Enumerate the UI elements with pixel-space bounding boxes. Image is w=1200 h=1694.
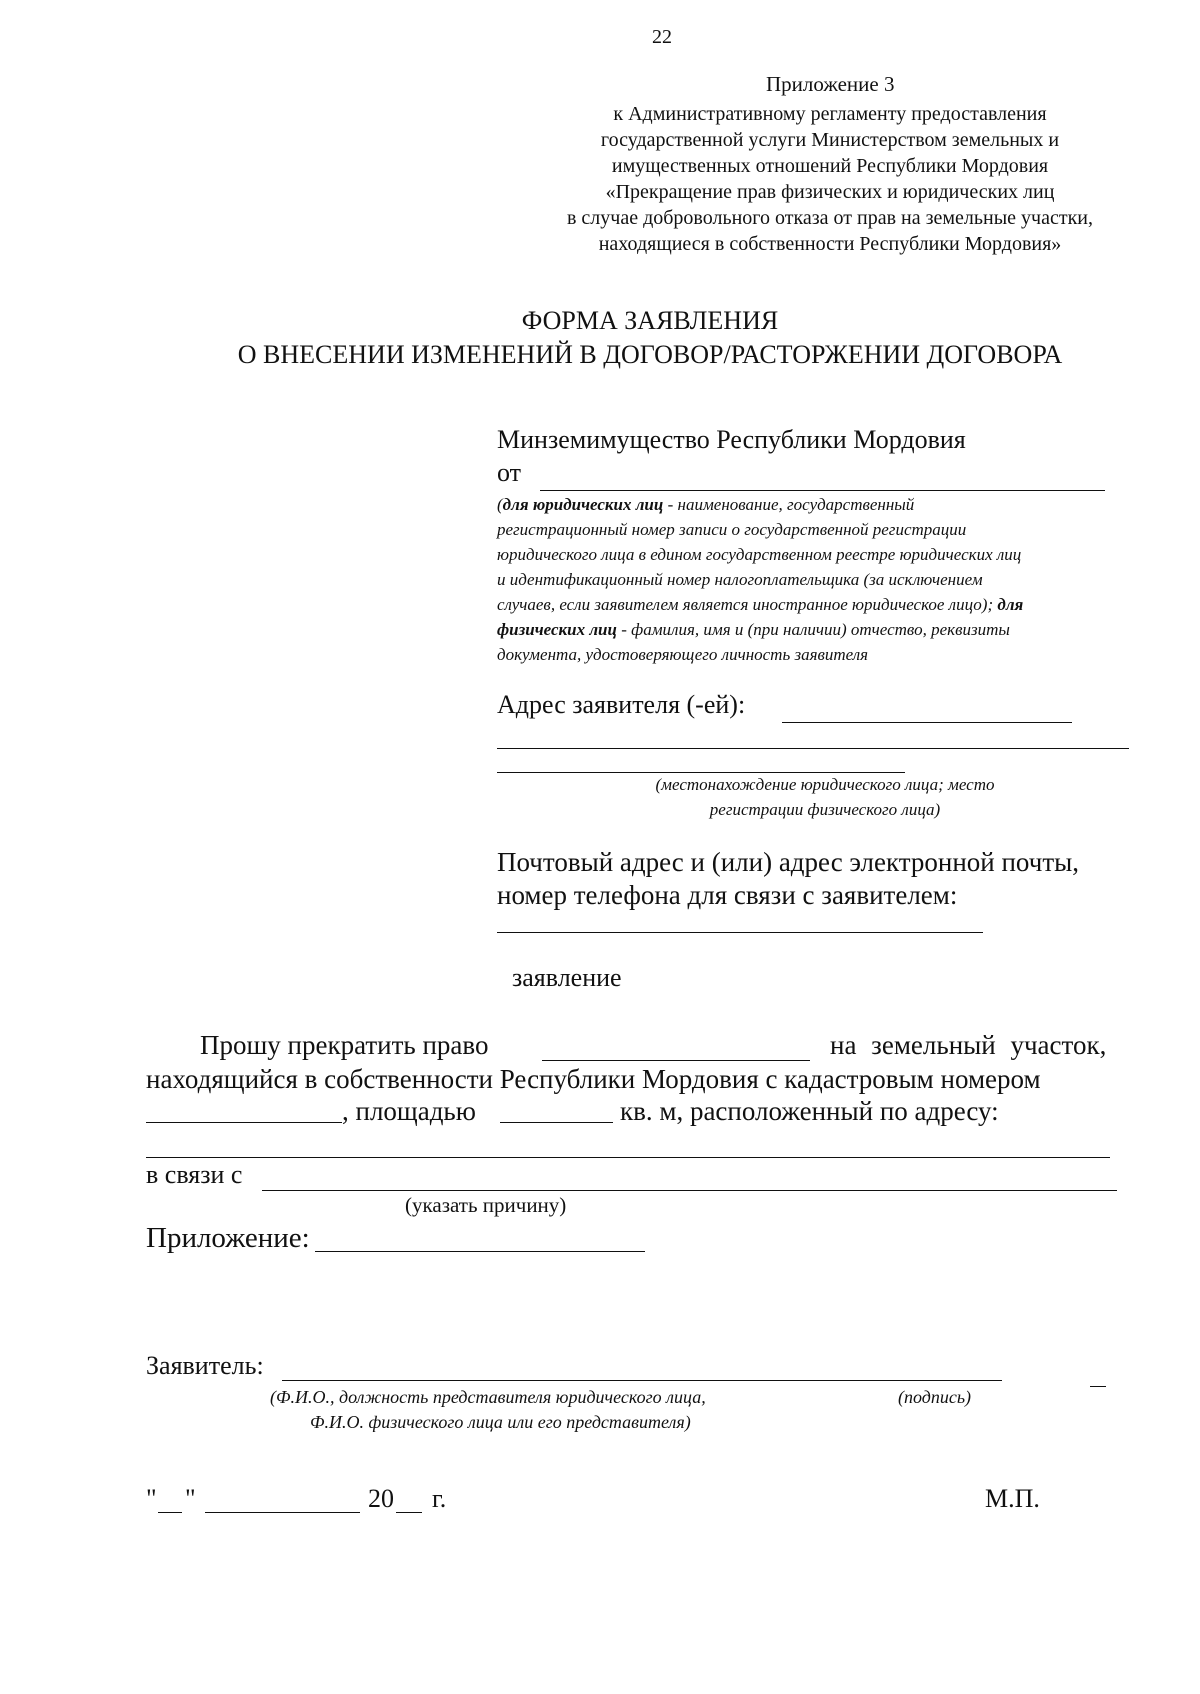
request-text: , площадью: [342, 1096, 476, 1126]
request-text: кв. м, расположенный по адресу:: [620, 1096, 999, 1126]
applicant-hint: (Ф.И.О., должность представителя юридического лица,: [270, 1387, 706, 1407]
reason-field-line[interactable]: [262, 1190, 1117, 1191]
note-text: - фамилия, имя и (при наличии) отчество, реквизиты: [616, 620, 1010, 639]
attachment-field-line[interactable]: [315, 1251, 645, 1252]
form-heading-line-1: ФОРМА ЗАЯВЛЕНИЯ: [521, 306, 779, 335]
form-heading-line-2: О ВНЕСЕНИИ ИЗМЕНЕНИЙ В ДОГОВОР/РАСТОРЖЕНИИ ДОГОВОРА: [237, 340, 1063, 369]
note-line: и идентификационный номер налогоплательщика (за исключением: [497, 570, 983, 589]
note-bold: для юридических лиц: [502, 495, 664, 514]
note-line: [497, 620, 1010, 640]
note-line: регистрационный номер записи о государственной регистрации: [497, 520, 967, 539]
address-field-line[interactable]: [497, 748, 1129, 749]
cadastral-field-line[interactable]: [146, 1122, 342, 1123]
address-field-line[interactable]: [497, 772, 905, 773]
attachment-label: Приложение:: [146, 1222, 310, 1254]
note-bold: физических лиц: [497, 620, 617, 639]
signature-dash: [1090, 1386, 1106, 1387]
from-field-line[interactable]: [540, 490, 1105, 491]
annex-line: имущественных отношений Республики Мордовия: [611, 155, 1049, 177]
reason-label: в связи с: [146, 1160, 243, 1189]
note-line: (для юридических лиц - наименование, государственный: [497, 495, 915, 514]
note-bold: для: [997, 595, 1024, 614]
annex-line: в случае добровольного отказа от прав на земельные участки,: [566, 207, 1094, 229]
date-suffix: г.: [432, 1484, 447, 1513]
annex-title: Приложение 3: [766, 72, 895, 96]
annex-line: «Прекращение прав физических и юридических лиц: [605, 181, 1055, 203]
reason-hint: (указать причину): [405, 1193, 567, 1217]
note-line: документа, удостоверяющего личность заявителя: [497, 645, 869, 664]
annex-line: государственной услуги Министерством земельных и: [600, 129, 1060, 151]
right-field-line[interactable]: [542, 1060, 810, 1061]
date-year-prefix: 20: [368, 1484, 394, 1513]
date-quote-close: ": [185, 1484, 196, 1513]
note-line: юридического лица в едином государственном реестре юридических лиц: [497, 545, 1022, 564]
request-text: на земельный участок,: [830, 1030, 1107, 1060]
postal-label: Почтовый адрес и (или) адрес электронной почты,: [497, 847, 1080, 877]
annex-line: находящиеся в собственности Республики Мордовия»: [598, 233, 1062, 255]
request-text: Прошу прекратить право: [200, 1030, 489, 1060]
request-text: находящийся в собственности Республики Мордовия с кадастровым номером: [146, 1064, 1041, 1094]
date-quote-open: ": [146, 1484, 157, 1513]
day-field-line[interactable]: [158, 1512, 182, 1513]
address-hint: регистрации физического лица): [709, 800, 941, 819]
applicant-hint: Ф.И.О. физического лица или его представителя): [310, 1412, 691, 1432]
postal-label: номер телефона для связи с заявителем:: [497, 880, 958, 910]
signature-hint: (подпись): [898, 1387, 972, 1407]
applicant-field-line[interactable]: [282, 1380, 1002, 1381]
address-label: Адрес заявителя (-ей):: [497, 690, 746, 719]
note-text: случаев, если заявителем является иностранное юридическое лицо);: [497, 595, 998, 614]
seal-mark: М.П.: [985, 1484, 1040, 1513]
address-field-line[interactable]: [146, 1157, 1110, 1158]
address-field-line[interactable]: [782, 722, 1072, 723]
area-field-line[interactable]: [500, 1122, 613, 1123]
month-field-line[interactable]: [205, 1512, 360, 1513]
addressee-name: Минземимущество Республики Мордовия: [497, 425, 966, 454]
statement-word: заявление: [512, 963, 622, 992]
address-hint: (местонахождение юридического лица; место: [655, 775, 995, 794]
annex-line: к Административному регламенту предоставления: [613, 103, 1047, 125]
applicant-label: Заявитель:: [146, 1351, 264, 1380]
note-line: [497, 595, 1023, 615]
year-field-line[interactable]: [396, 1512, 422, 1513]
postal-field-line[interactable]: [497, 932, 983, 933]
note-text: - наименование, государственный: [663, 495, 915, 514]
from-label: от: [497, 458, 522, 487]
page-number: 22: [652, 26, 672, 48]
